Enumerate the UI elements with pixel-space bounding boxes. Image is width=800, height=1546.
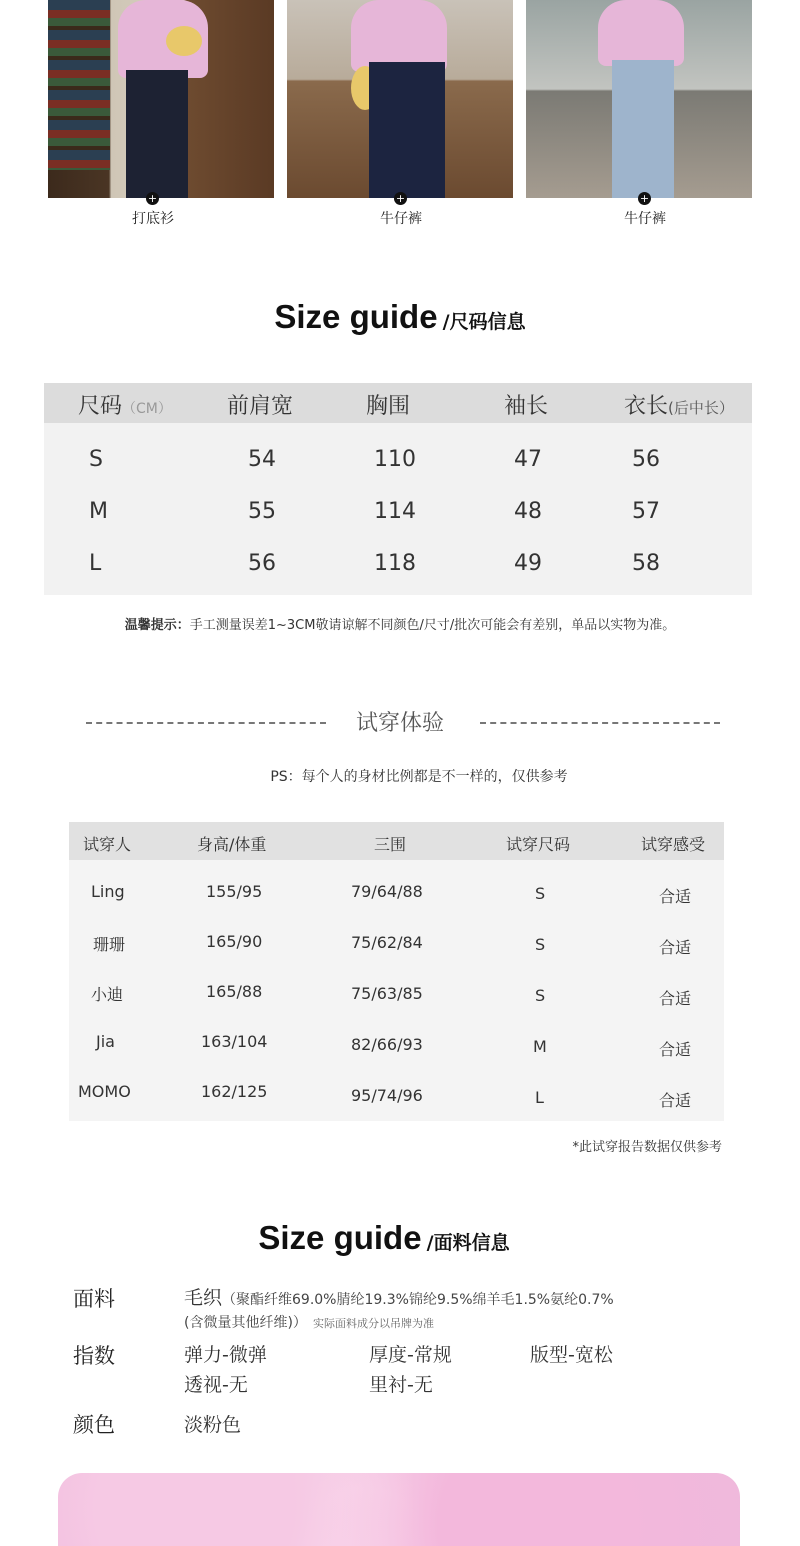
fabric-heading [0,1219,784,1257]
plus-icon: + [147,192,158,205]
sleeve-cell: 49 [514,551,542,576]
material-value-line2 [184,1310,434,1332]
sleeve-cell: 48 [514,499,542,524]
material-detail-2: (含微量其他纤维)） [184,1315,307,1331]
size-guide-heading [0,298,800,336]
fabric-subtitle: /面料信息 [426,1232,510,1254]
outfit-label-2: 牛仔裤 [380,211,422,227]
shoulder-cell: 55 [248,499,276,524]
outfit-photo-row [48,0,752,230]
tryon-ps-note: PS：每个人的身材比例都是不一样的，仅供参考 [270,769,568,785]
height-weight: 165/90 [206,932,263,951]
tester-name: 小迪 [91,985,124,1004]
tryon-feel: 合适 [659,989,692,1008]
header-height-weight: 身高/体重 [197,835,267,854]
chest-cell: 110 [374,447,416,472]
tester-name: Jia [96,1032,115,1051]
size-cell: M [89,499,108,524]
tryon-feel: 合适 [659,1091,692,1110]
chest-cell: 114 [374,499,416,524]
lining-value: 里衬-无 [369,1374,433,1396]
tryon-title: 试穿体验 [355,711,444,736]
material-detail: （聚酯纤维69.0%腈纶19.3%锦纶9.5%绵羊毛1.5%氨纶0.7% [222,1292,614,1308]
tester-name: MOMO [78,1082,131,1101]
plus-icon: + [639,192,650,205]
thickness-value: 厚度-常规 [369,1344,452,1366]
measurements: 79/64/88 [351,882,423,901]
shoulder-cell: 54 [248,447,276,472]
height-weight: 162/125 [201,1082,268,1101]
color-label: 颜色 [73,1413,115,1437]
tryon-feel: 合适 [659,938,692,957]
outfit-label-1: 打底衫 [132,211,174,227]
outfit-photo-3 [526,0,752,198]
chest-cell: 118 [374,551,416,576]
tryon-size: L [535,1088,544,1107]
tip-label: 温馨提示： [124,618,190,633]
material-value [184,1283,614,1310]
length-cell: 56 [632,447,660,472]
color-value: 淡粉色 [184,1414,242,1436]
fit-value: 版型-宽松 [530,1344,613,1366]
header-size: 尺码（CM） [78,394,172,419]
tester-name: Ling [91,882,125,901]
tryon-size: M [533,1037,547,1056]
size-cell: S [89,447,103,472]
header-length: 衣长(后中长） [624,394,734,419]
tryon-table-header [69,822,724,860]
length-cell: 57 [632,499,660,524]
index-label: 指数 [73,1344,115,1368]
length-cell: 58 [632,551,660,576]
size-table [44,383,752,595]
header-shoulder: 前肩宽 [227,394,294,419]
measurements: 82/66/93 [351,1035,423,1054]
fabric-swatch-image [58,1473,740,1546]
header-tester: 试穿人 [83,835,132,854]
tryon-size: S [535,935,546,954]
sheer-value: 透视-无 [184,1374,248,1396]
tip-text: 手工测量误差1~3CM敬请谅解不同颜色/尺寸/批次可能会有差别，单品以实物为准。 [189,618,676,633]
size-cell: L [89,551,102,576]
header-measurements: 三围 [374,835,407,854]
height-weight: 155/95 [206,882,263,901]
fabric-title: Size guide [258,1219,422,1256]
sleeve-cell: 47 [514,447,542,472]
header-tryon-size: 试穿尺码 [506,835,571,854]
outfit-label-3: 牛仔裤 [624,211,666,227]
tester-name: 珊珊 [93,935,126,954]
shoulder-cell: 56 [248,551,276,576]
outfit-photo-2 [287,0,513,198]
tryon-footnote: *此试穿报告数据仅供参考 [572,1140,722,1155]
measurements: 75/62/84 [351,933,423,952]
tryon-size: S [535,986,546,1005]
height-weight: 165/88 [206,982,263,1001]
elasticity-value: 弹力-微弹 [184,1344,267,1366]
tryon-table [69,822,724,1121]
tryon-feel: 合适 [659,1040,692,1059]
tryon-feel: 合适 [659,887,692,906]
size-guide-subtitle: /尺码信息 [442,311,526,333]
size-table-header [44,383,752,423]
height-weight: 163/104 [201,1032,268,1051]
outfit-photo-1 [48,0,274,198]
header-tryon-feel: 试穿感受 [641,835,706,854]
measurements: 75/63/85 [351,984,423,1003]
measurement-tip [0,614,800,633]
material-main: 毛织 [184,1287,223,1309]
tryon-heading [0,706,800,740]
bookshelf [48,0,110,170]
header-chest: 胸围 [366,394,411,419]
tryon-size: S [535,884,546,903]
measurements: 95/74/96 [351,1086,423,1105]
material-note: 实际面料成分以吊牌为准 [312,1317,434,1330]
material-label: 面料 [73,1287,115,1311]
plus-icon: + [395,192,406,205]
size-guide-title: Size guide [274,298,438,335]
header-sleeve: 袖长 [504,394,549,419]
